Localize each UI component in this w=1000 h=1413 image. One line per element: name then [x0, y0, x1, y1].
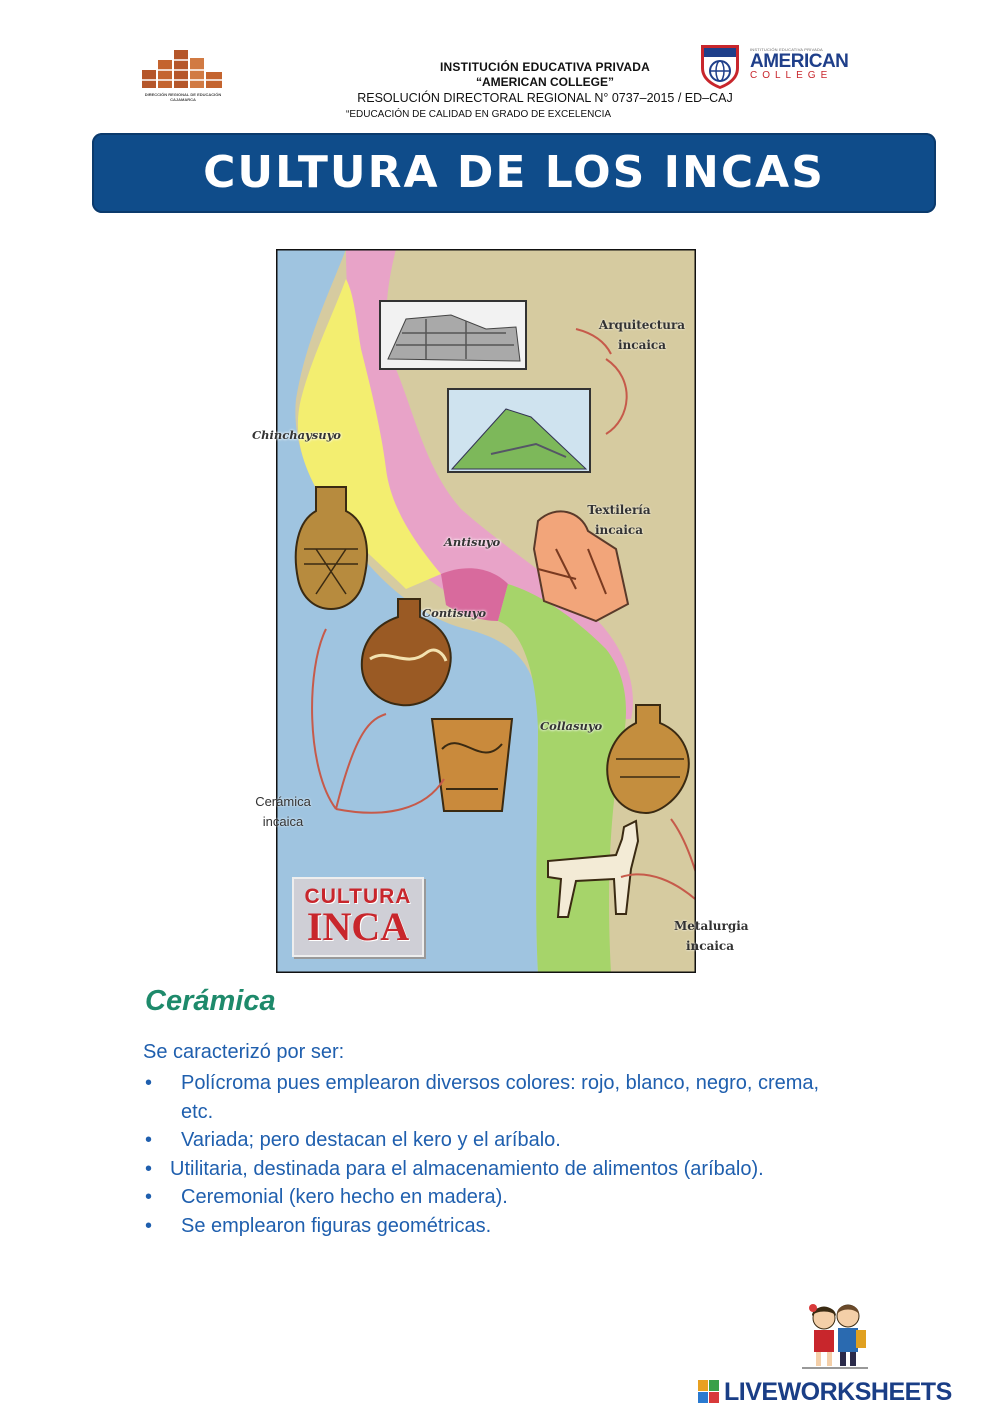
motto-text: “EDUCACIÓN DE CALIDAD EN GRADO DE EXCELENCIA	[346, 109, 612, 120]
students-icon	[798, 1296, 872, 1370]
list-item	[143, 1069, 855, 1126]
note-textileria: Textilería incaica	[587, 503, 651, 537]
note-ceramica: Cerámica incaica	[255, 794, 311, 829]
bullet-icon: •	[145, 1129, 153, 1151]
wordmark-sub: COLLEGE	[750, 70, 833, 81]
stamp-line-2: INCA	[306, 904, 410, 949]
wordmark-name: AMERICAN	[750, 51, 849, 72]
note-metalurgia: Metalurgia incaica	[674, 919, 749, 953]
regional-education-logo	[140, 44, 226, 106]
college-name: “AMERICAN COLLEGE”	[476, 75, 614, 89]
note-arquitectura: Arquitectura incaica	[598, 318, 686, 352]
institution-header	[330, 60, 760, 120]
page-title: CULTURA DE LOS INCAS	[203, 147, 825, 198]
staircase-logo-icon	[140, 44, 226, 90]
characteristics-list	[143, 1069, 855, 1240]
region-label-chinchaysuyo: Chinchaysuyo	[252, 428, 341, 442]
stamp-line-1: CULTURA	[304, 885, 412, 908]
college-wordmark	[750, 47, 848, 81]
list-item-text: Utilitaria, destinada para el almacenamiento de alimentos (aríbalo).	[170, 1157, 764, 1180]
title-banner	[92, 133, 936, 213]
institution-name: INSTITUCIÓN EDUCATIVA PRIVADA	[439, 60, 651, 74]
region-label-antisuyo: Antisuyo	[444, 535, 501, 549]
american-college-logo	[698, 42, 858, 92]
list-item	[143, 1126, 855, 1155]
section-intro: Se caracterizó por ser:	[143, 1041, 345, 1063]
wordmark-small-text: INSTITUCIÓN EDUCATIVA PRIVADA	[750, 47, 823, 52]
college-shield-icon	[698, 42, 742, 90]
bullet-icon: •	[145, 1186, 153, 1208]
list-item	[143, 1155, 855, 1184]
bullet-icon: •	[145, 1214, 153, 1237]
students-illustration	[798, 1296, 872, 1370]
list-item-text: Polícroma pues emplearon diversos colores: rojo, blanco, negro, crema, etc.	[181, 1072, 820, 1123]
regional-logo-caption: DIRECCIÓN REGIONAL DE EDUCACIÓN CAJAMARCA	[144, 92, 222, 102]
bullet-icon: •	[145, 1072, 153, 1094]
list-item-text: Variada; pero destacan el kero y el aríbalo.	[181, 1129, 561, 1151]
resolution-text: RESOLUCIÓN DIRECTORAL REGIONAL N° 0737–2015 / ED–CAJ	[357, 91, 733, 105]
bullet-icon: •	[145, 1157, 153, 1180]
list-item	[143, 1212, 855, 1241]
cultura-inca-stamp	[292, 877, 424, 957]
list-item-text: Se emplearon figuras geométricas.	[181, 1214, 492, 1237]
inca-map-illustration	[252, 249, 749, 973]
region-label-collasuyo: Collasuyo	[540, 719, 603, 733]
section-heading: Cerámica	[145, 985, 276, 1017]
region-label-contisuyo: Contisuyo	[422, 606, 487, 620]
liveworksheets-wordmark: LIVEWORKSHEETS	[724, 1378, 952, 1406]
list-item	[143, 1183, 855, 1212]
list-item-text: Ceremonial (kero hecho en madera).	[181, 1186, 508, 1208]
liveworksheets-tile-icon	[698, 1380, 720, 1404]
